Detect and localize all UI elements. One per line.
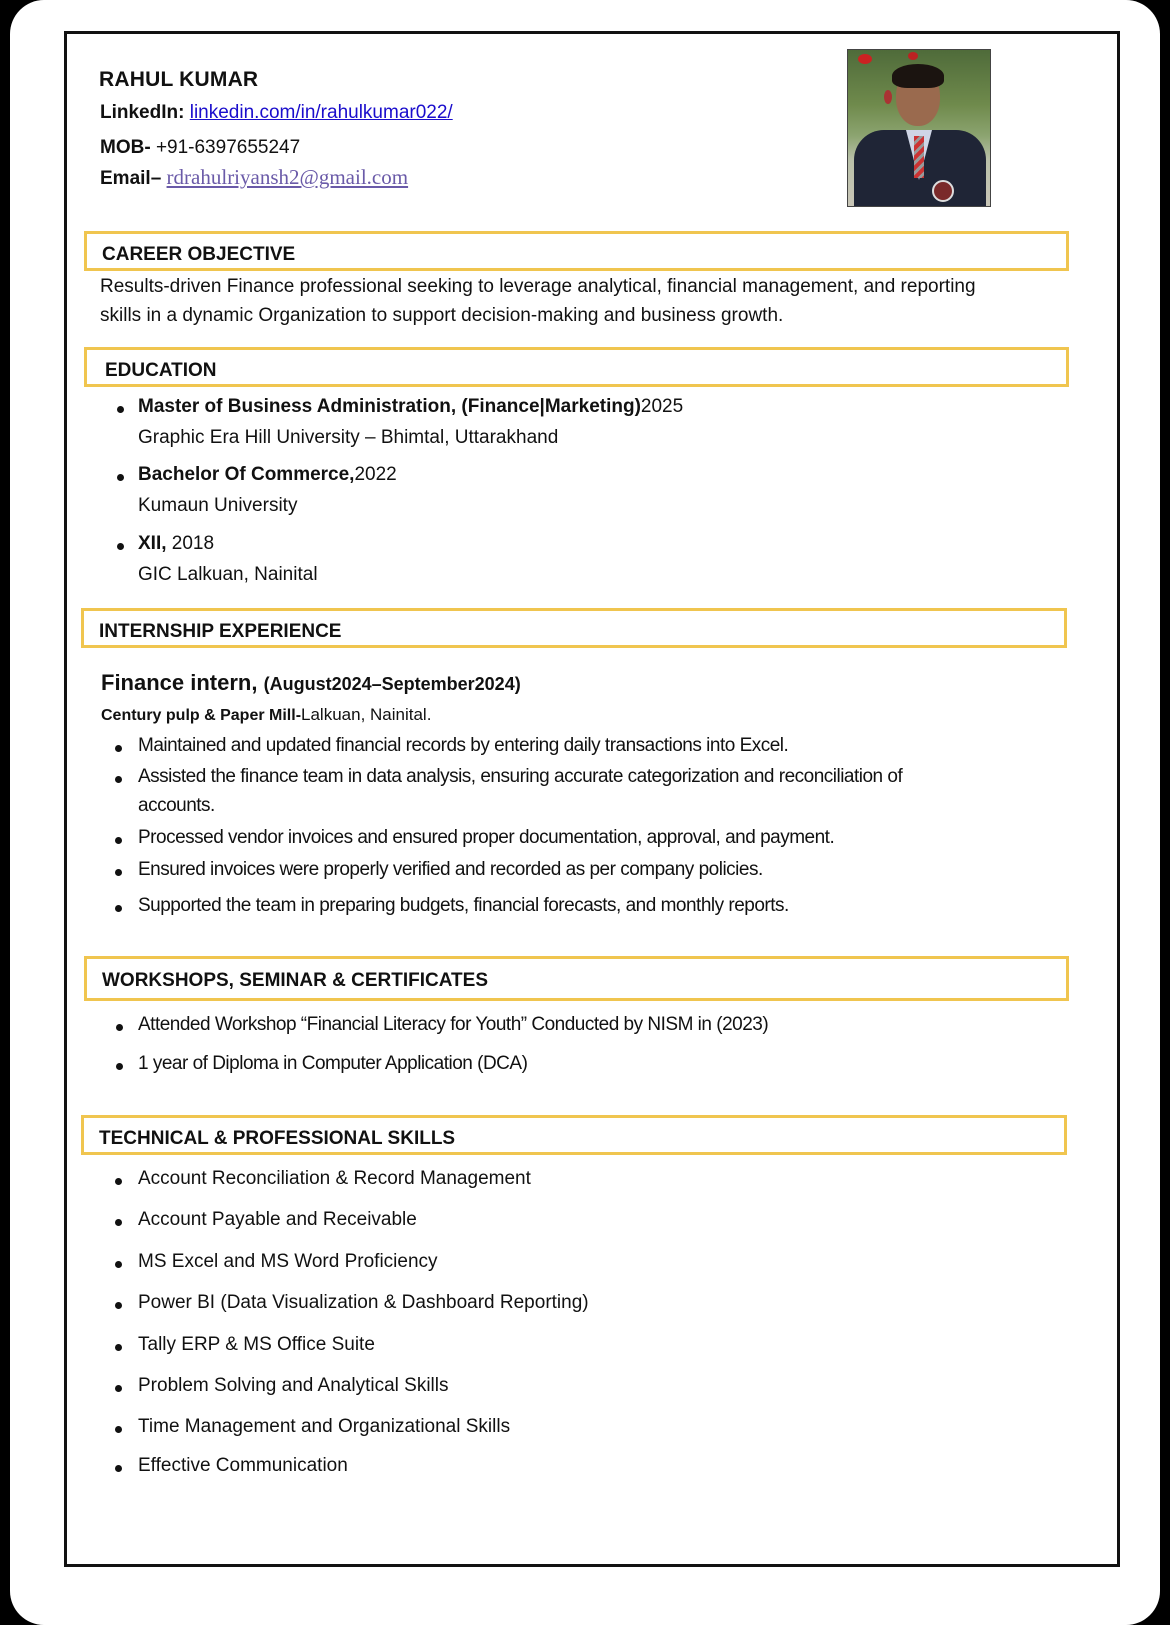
internship-company (101, 705, 431, 725)
section-title: EDUCATION (105, 360, 217, 381)
degree: Master of Business Administration, (Finance|Marketing) (138, 396, 641, 417)
linkedin-row (100, 102, 453, 124)
bullet-icon (115, 1219, 122, 1226)
skill-item: Power BI (Data Visualization & Dashboard Reporting) (138, 1292, 589, 1313)
education-institution: Graphic Era Hill University – Bhimtal, Uttarakhand (138, 427, 559, 448)
linkedin-label: LinkedIn: (100, 102, 185, 123)
bullet-icon (115, 776, 122, 783)
bullet-icon (117, 474, 124, 481)
section-title: WORKSHOPS, SEMINAR & CERTIFICATES (102, 970, 488, 991)
education-institution: Kumaun University (138, 495, 298, 516)
objective-line: skills in a dynamic Organization to support decision-making and business growth. (100, 305, 784, 326)
year: 2022 (354, 464, 397, 485)
job-role: Finance intern, (101, 670, 264, 695)
bullet-icon (115, 1178, 122, 1185)
section-header-career-objective (84, 231, 1069, 271)
bullet-icon (115, 1465, 122, 1472)
year: 2018 (166, 533, 215, 554)
internship-bullet: Supported the team in preparing budgets, financial forecasts, and monthly reports. (138, 895, 789, 916)
skill-item: Account Payable and Receivable (138, 1209, 417, 1230)
section-title: TECHNICAL & PROFESSIONAL SKILLS (99, 1128, 456, 1149)
email-label: Email– (100, 168, 162, 189)
career-objective-text (100, 272, 1090, 330)
bullet-icon (116, 1063, 123, 1070)
skill-item: MS Excel and MS Word Proficiency (138, 1251, 438, 1272)
bullet-icon (115, 1344, 122, 1351)
internship-bullet: Assisted the finance team in data analysis, ensuring accurate categorization and reconciliation of (138, 766, 903, 787)
bullet-icon (115, 1385, 122, 1392)
page-card (10, 0, 1160, 1625)
profile-photo (847, 49, 991, 207)
company-location: Lalkuan, Nainital. (301, 705, 432, 724)
education-item-xii (138, 533, 214, 555)
linkedin-link[interactable]: linkedin.com/in/rahulkumar022/ (189, 102, 453, 123)
email-row (100, 165, 408, 190)
mobile-label: MOB- (100, 137, 151, 158)
company-name: Century pulp & Paper Mill- (101, 707, 302, 724)
internship-bullet-continued: accounts. (138, 795, 215, 816)
workshop-item: Attended Workshop “Financial Literacy for Youth” Conducted by NISM in (2023) (138, 1014, 769, 1035)
bullet-icon (116, 1024, 123, 1031)
section-title: INTERNSHIP EXPERIENCE (99, 621, 342, 642)
internship-title (101, 670, 521, 696)
internship-bullet: Ensured invoices were properly verified and recorded as per company policies. (138, 859, 763, 880)
skill-item: Account Reconciliation & Record Management (138, 1168, 531, 1189)
degree: XII, (138, 533, 167, 554)
objective-line: Results-driven Finance professional seeking to leverage analytical, financial management, and reporting (100, 276, 976, 297)
section-header-education (84, 347, 1069, 387)
skill-item: Tally ERP & MS Office Suite (138, 1334, 375, 1355)
mobile-value: +91-6397655247 (155, 137, 301, 158)
year: 2025 (640, 396, 684, 417)
bullet-icon (115, 905, 122, 912)
education-institution: GIC Lalkuan, Nainital (138, 564, 318, 585)
job-dates: (August2024–September2024) (263, 674, 521, 694)
section-header-skills (81, 1115, 1067, 1155)
education-item-bcom (138, 464, 397, 486)
section-header-workshops (84, 956, 1069, 1001)
section-header-internship (81, 608, 1067, 648)
education-item-mba (138, 396, 683, 418)
skill-item: Time Management and Organizational Skills (138, 1416, 511, 1437)
bullet-icon (115, 745, 122, 752)
bullet-icon (115, 1302, 122, 1309)
candidate-name: RAHUL KUMAR (99, 68, 259, 91)
workshop-item: 1 year of Diploma in Computer Application (DCA) (138, 1053, 528, 1074)
internship-bullet: Processed vendor invoices and ensured proper documentation, approval, and payment. (138, 827, 835, 848)
internship-bullet: Maintained and updated financial records by entering daily transactions into Excel. (138, 735, 789, 756)
bullet-icon (117, 406, 124, 413)
bullet-icon (117, 543, 124, 550)
resume-document (64, 31, 1120, 1567)
bullet-icon (115, 869, 122, 876)
email-link[interactable]: rdrahulriyansh2@gmail.com (166, 165, 409, 189)
section-title: CAREER OBJECTIVE (102, 244, 296, 265)
skill-item: Effective Communication (138, 1455, 348, 1476)
skill-item: Problem Solving and Analytical Skills (138, 1375, 449, 1396)
bullet-icon (115, 837, 122, 844)
bullet-icon (115, 1426, 122, 1433)
bullet-icon (115, 1261, 122, 1268)
mobile-row (100, 137, 300, 159)
degree: Bachelor Of Commerce, (138, 464, 355, 485)
